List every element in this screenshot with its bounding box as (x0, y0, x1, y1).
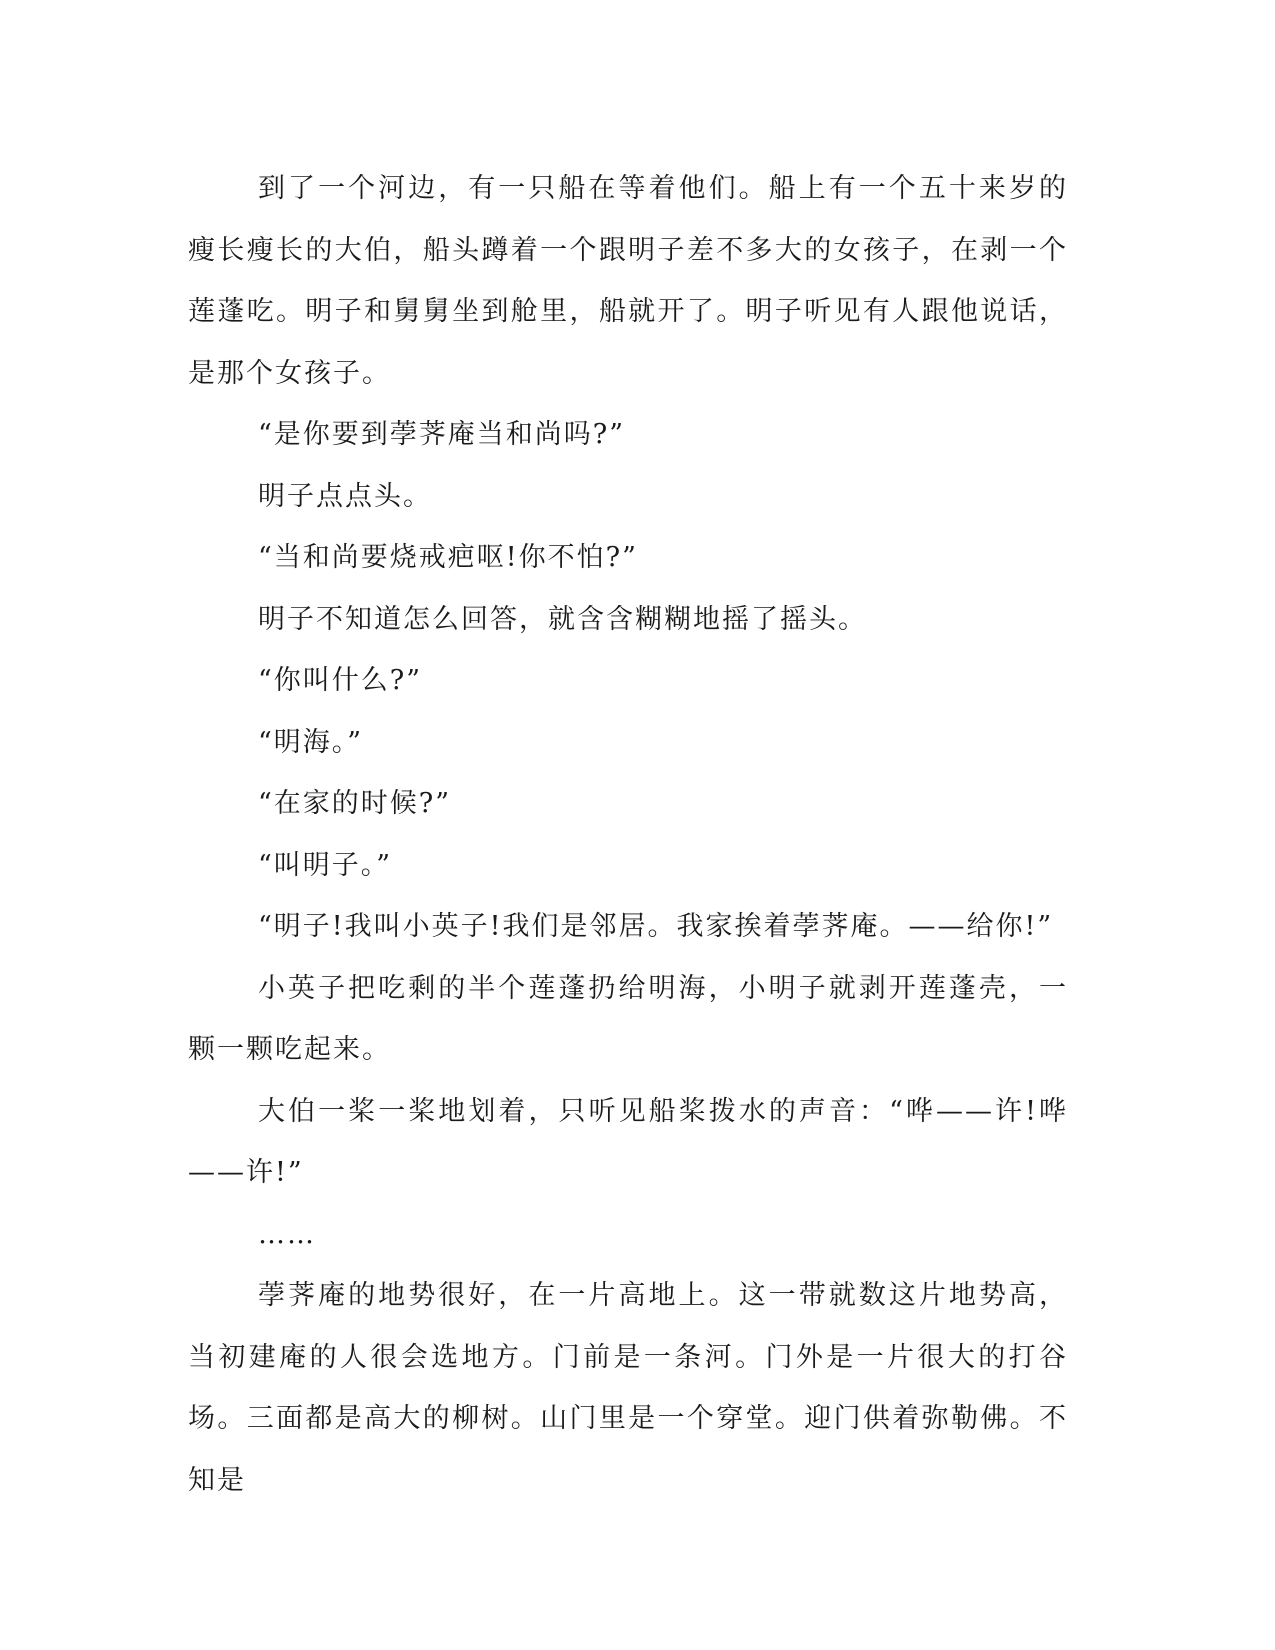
paragraph-mingzi-shakes-head: 明子不知道怎么回答，就含含糊糊地摇了摇头。 (258, 603, 867, 635)
paragraph-dialogue-minghai: “明海。” (258, 726, 364, 758)
paragraph-temple-description: 荸荠庵的地势很好，在一片高地上。这一带就数这片地势高，当初建庵的人很会选地方。门前是一条河。门外是一片很大的打谷场。三面都是高大的柳树。山门里是一个穿堂。迎门供着弥勒佛。不知是 (188, 1280, 1068, 1496)
paragraph-dialogue-called-mingzi: “叫明子。” (258, 849, 393, 881)
paragraph-ellipsis: …… (258, 1218, 316, 1250)
paragraph-dialogue-xiaoyingzi: “明子!我叫小英子!我们是邻居。我家挨着荸荠庵。——给你!” (258, 911, 1054, 942)
body-text (188, 158, 1068, 1511)
paragraph-dialogue-question-monk: “是你要到荸荠庵当和尚吗?” (258, 419, 626, 450)
paragraph-mingzi-nods: 明子点点头。 (258, 480, 432, 512)
paragraph-rowing: 大伯一桨一桨地划着，只听见船桨拨水的声音：“哗——许!哗——许!” (188, 1095, 1068, 1188)
paragraph-dialogue-at-home: “在家的时候?” (258, 788, 452, 819)
paragraph-arrival-at-river: 到了一个河边，有一只船在等着他们。船上有一个五十来岁的瘦长瘦长的大伯，船头蹲着一个跟明子差不多大的女孩子，在剥一个莲蓬吃。明子和舅舅坐到舱里，船就开了。明子听见有人跟他说话，是那个女孩子。 (188, 173, 1068, 389)
paragraph-dialogue-name-question: “你叫什么?” (258, 665, 423, 696)
paragraph-dialogue-scars: “当和尚要烧戒疤呕!你不怕?” (258, 542, 638, 573)
paragraph-lotus-seeds: 小英子把吃剩的半个莲蓬扔给明海，小明子就剥开莲蓬壳，一颗一颗吃起来。 (188, 972, 1068, 1065)
